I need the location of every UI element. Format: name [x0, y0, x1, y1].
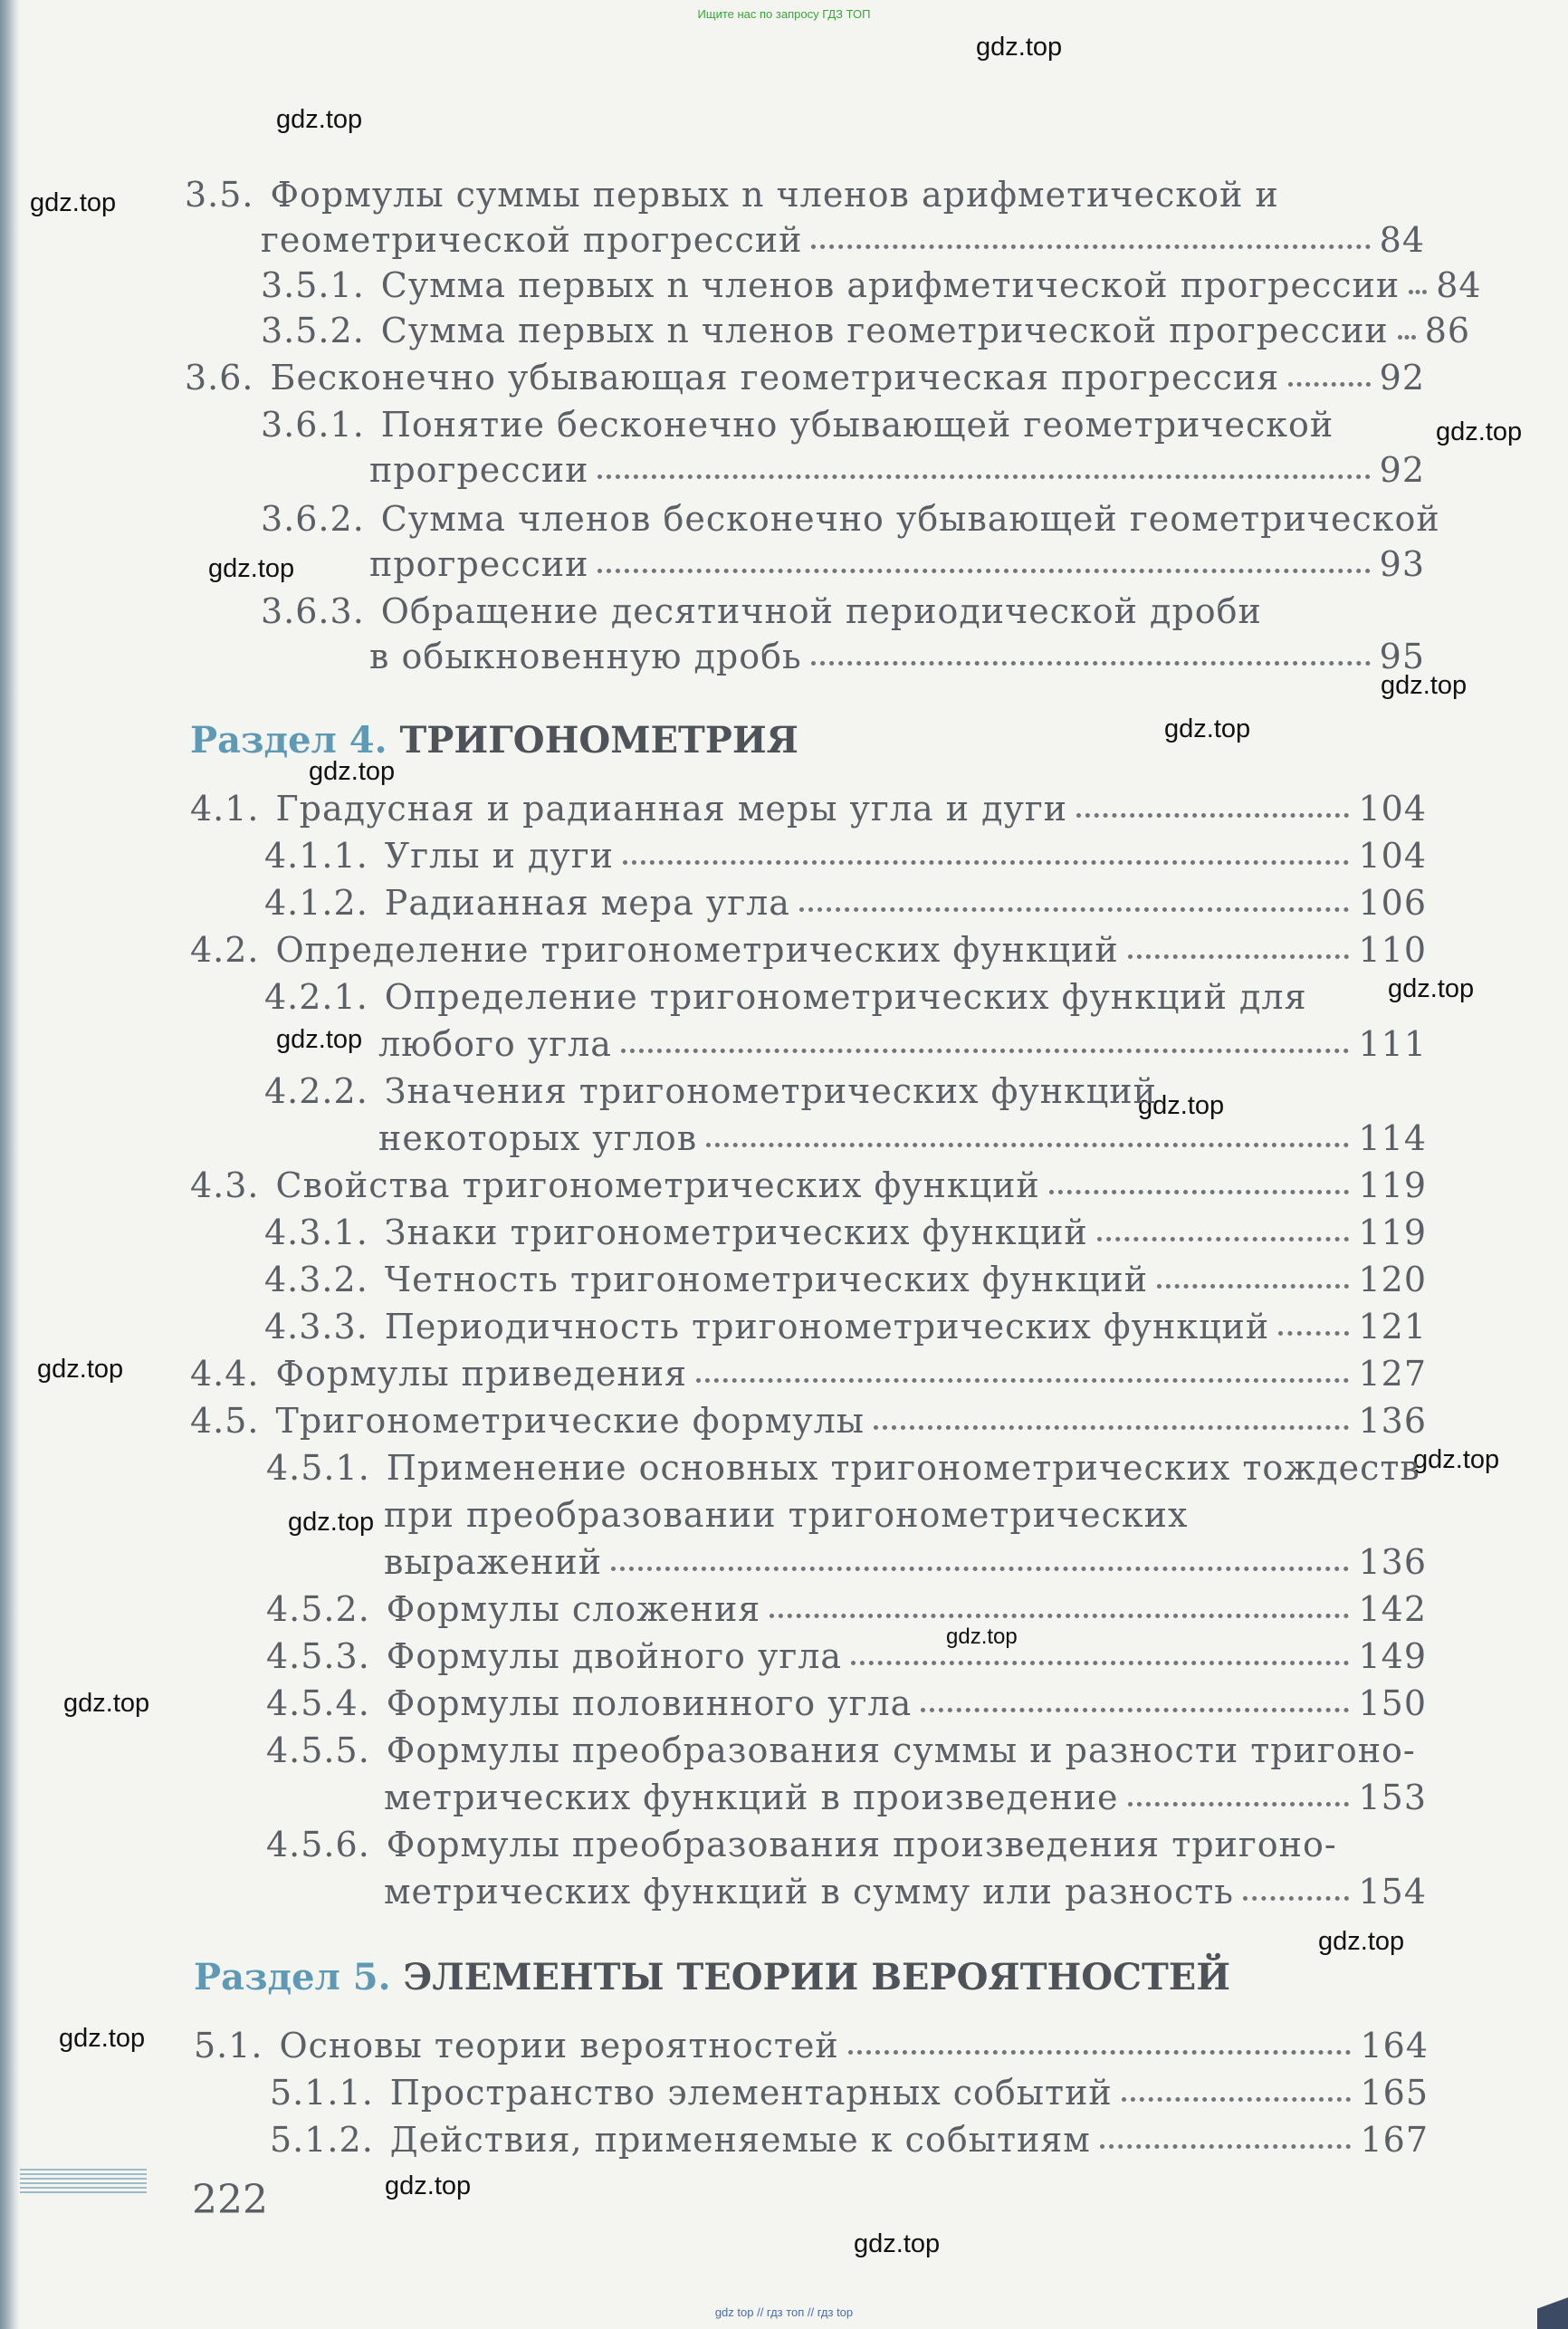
toc-page: 149 — [1358, 1636, 1427, 1676]
toc-number: 5.1.2. — [270, 2120, 374, 2160]
toc-entry-4-5-3 — [266, 1626, 1427, 1676]
toc-number: 4.3. — [190, 1165, 260, 1205]
part-label: Раздел 5. — [194, 1956, 391, 1998]
toc-page: 153 — [1358, 1778, 1427, 1817]
toc-entry-4-2-1-cont — [378, 1014, 1427, 1064]
leader-dots — [598, 474, 1370, 479]
leader-dots — [848, 2050, 1352, 2055]
toc-entry-3-6-1 — [261, 395, 1425, 445]
leader-dots — [1288, 382, 1370, 387]
leader-dots — [1398, 335, 1416, 340]
toc-title: Знаки тригонометрических функций — [384, 1212, 1088, 1252]
leader-dots — [623, 860, 1349, 865]
toc-number: 4.3.1. — [264, 1212, 368, 1252]
toc-title: некоторых углов — [378, 1118, 698, 1158]
toc-title: геометрической прогрессий — [261, 220, 803, 260]
toc-page: 106 — [1358, 883, 1427, 923]
toc-title: в обыкновенную дробь — [369, 637, 802, 676]
toc-entry-3-6-2 — [261, 489, 1440, 539]
watermark: gdz.top — [854, 2229, 941, 2258]
toc-number: 4.2.2. — [264, 1071, 368, 1111]
toc-number: 4.1.2. — [264, 883, 368, 923]
toc-title: Пространство элементарных событий — [389, 2073, 1113, 2113]
leader-dots — [706, 1143, 1349, 1147]
toc-page: 167 — [1360, 2120, 1429, 2160]
toc-page: 164 — [1360, 2026, 1429, 2065]
toc-entry-4-5-6 — [266, 1815, 1427, 1862]
toc-entry-4-2-2 — [264, 1061, 1427, 1111]
toc-entry-5-1 — [194, 2016, 1429, 2063]
watermark: gdz.top — [385, 2171, 472, 2200]
toc-page: 110 — [1358, 930, 1427, 970]
toc-entry-4-3 — [190, 1155, 1427, 1203]
toc-entry-3-5 — [185, 165, 1425, 215]
toc-page: 95 — [1379, 637, 1425, 676]
toc-title: Градусная и радианная меры угла и дуги — [275, 789, 1068, 829]
toc-page: 127 — [1358, 1354, 1427, 1394]
toc-entry-4-2 — [190, 920, 1427, 970]
toc-entry-4-5-1-cont — [384, 1485, 1427, 1535]
leader-dots — [598, 569, 1370, 573]
toc-page: 119 — [1358, 1165, 1427, 1205]
leader-dots — [811, 244, 1370, 249]
toc-number: 3.5.1. — [261, 265, 365, 305]
toc-number: 3.5. — [185, 175, 254, 215]
leader-dots — [1128, 954, 1350, 959]
watermark: gdz.top — [59, 2024, 146, 2053]
toc-entry-3-5-cont — [261, 210, 1425, 260]
toc-page: 154 — [1358, 1872, 1427, 1912]
toc-title: Формулы преобразования произведения тригоно- — [386, 1825, 1337, 1864]
toc-title: Обращение десятичной периодической дроби — [380, 591, 1262, 631]
toc-entry-4-5 — [190, 1391, 1427, 1441]
toc-number: 3.5.2. — [261, 311, 365, 350]
toc-entry-5-1-2 — [270, 2110, 1429, 2160]
toc-page: 136 — [1358, 1542, 1427, 1582]
watermark: gdz.top — [1388, 974, 1475, 1003]
toc-title: прогрессии — [369, 450, 589, 490]
toc-page: 84 — [1379, 220, 1425, 260]
toc-entry-3-6-1-cont — [369, 440, 1425, 490]
toc-page: 136 — [1358, 1401, 1427, 1441]
toc-page: 111 — [1358, 1024, 1427, 1064]
toc-title: Формулы сложения — [386, 1589, 761, 1629]
toc-title: Формулы двойного угла — [386, 1636, 843, 1676]
toc-title: Значения тригонометрических функций — [384, 1071, 1157, 1111]
leader-dots — [811, 661, 1371, 666]
toc-entry-4-5-1 — [266, 1438, 1427, 1488]
decorative-stripes — [20, 2169, 147, 2194]
bottom-banner: gdz top // гдз топ // гдз top — [714, 2305, 854, 2319]
toc-number: 4.5. — [190, 1401, 260, 1441]
toc-page: 119 — [1358, 1212, 1427, 1252]
watermark: gdz.top — [288, 1508, 375, 1537]
toc-title: Радианная мера угла — [384, 883, 790, 923]
toc-page: 120 — [1358, 1260, 1427, 1299]
toc-number: 4.4. — [190, 1354, 260, 1394]
leader-dots — [1049, 1190, 1350, 1194]
toc-entry-4-5-4 — [266, 1673, 1427, 1723]
toc-number: 4.5.2. — [266, 1589, 370, 1629]
toc-number: 4.5.4. — [266, 1683, 370, 1723]
toc-page: 84 — [1436, 265, 1482, 305]
leader-dots — [696, 1378, 1349, 1383]
leader-dots — [1409, 290, 1427, 294]
watermark: gdz.top — [276, 1025, 363, 1054]
toc-entry-3-5-2 — [261, 301, 1471, 350]
toc-number: 4.3.3. — [264, 1307, 368, 1347]
toc-entry-3-6-2-cont — [369, 534, 1425, 584]
toc-number: 4.5.5. — [266, 1730, 370, 1770]
watermark: gdz.top — [1413, 1445, 1500, 1474]
leader-dots — [1076, 813, 1349, 818]
toc-entry-4-5-6-cont — [384, 1862, 1427, 1912]
toc-title: Тригонометрические формулы — [275, 1401, 865, 1441]
toc-entry-4-1 — [190, 779, 1427, 829]
toc-entry-4-5-1-cont2 — [384, 1532, 1427, 1582]
watermark: gdz.top — [1318, 1927, 1405, 1956]
watermark: gdz.top — [37, 1355, 124, 1384]
toc-title: при преобразовании тригонометрических — [384, 1495, 1189, 1535]
toc-number: 4.3.2. — [264, 1260, 368, 1299]
toc-number: 4.5.6. — [266, 1825, 370, 1864]
top-banner: Ищите нас по запросу ГДЗ ТОП — [697, 7, 871, 21]
toc-entry-5-1-1 — [270, 2063, 1429, 2113]
toc-entry-3-6-3-cont — [369, 627, 1425, 674]
toc-entry-4-4 — [190, 1344, 1427, 1394]
leader-dots — [621, 1049, 1350, 1053]
toc-number: 4.1. — [190, 789, 260, 829]
toc-page: 92 — [1379, 450, 1425, 490]
watermark: gdz.top — [309, 757, 396, 786]
part-label: Раздел 4. — [190, 719, 387, 762]
watermark: gdz.top — [63, 1689, 150, 1718]
toc-number: 5.1. — [194, 2026, 263, 2065]
leader-dots — [1128, 1802, 1350, 1807]
watermark: gdz.top — [1381, 671, 1468, 700]
toc-page: 121 — [1358, 1307, 1427, 1347]
toc-number: 4.5.3. — [266, 1636, 370, 1676]
toc-title: Сумма первых n членов арифметической прогрессии — [380, 265, 1401, 305]
toc-number: 3.6. — [185, 358, 254, 398]
watermark: gdz.top — [1436, 417, 1523, 446]
toc-title: Четность тригонометрических функций — [384, 1260, 1149, 1299]
toc-entry-4-5-5-cont — [384, 1768, 1427, 1815]
leader-dots — [1122, 2097, 1352, 2102]
toc-entry-4-1-1 — [264, 826, 1427, 876]
watermark: gdz.top — [208, 554, 295, 583]
part-heading-5 — [194, 1941, 1230, 1996]
toc-number: 4.1.1. — [264, 836, 368, 876]
toc-number: 3.6.1. — [261, 405, 365, 445]
leader-dots — [1243, 1896, 1349, 1901]
toc-title: Применение основных тригонометрических тождеств — [386, 1448, 1420, 1488]
part-heading-4 — [190, 704, 798, 762]
leader-dots — [921, 1708, 1349, 1712]
watermark: gdz.top — [30, 188, 117, 217]
leader-dots — [1097, 1237, 1350, 1241]
toc-title: Действия, применяемые к событиям — [389, 2120, 1091, 2160]
toc-entry-3-5-1 — [261, 255, 1482, 305]
leader-dots — [1278, 1331, 1349, 1336]
toc-number: 3.6.2. — [261, 499, 365, 539]
toc-title: Определение тригонометрических функций — [275, 930, 1119, 970]
leader-dots — [799, 907, 1350, 912]
toc-page: 114 — [1358, 1118, 1427, 1158]
toc-entry-3-6 — [185, 348, 1425, 398]
toc-page: 165 — [1360, 2073, 1429, 2113]
toc-title: Формулы преобразования суммы и разности тригоно- — [386, 1730, 1416, 1770]
page-number: 222 — [192, 2177, 268, 2223]
toc-number: 3.6.3. — [261, 591, 365, 631]
toc-entry-4-5-2 — [266, 1579, 1427, 1629]
toc-entry-4-2-2-cont — [378, 1108, 1427, 1158]
toc-title: Свойства тригонометрических функций — [275, 1165, 1040, 1205]
watermark: gdz.top — [946, 1625, 1018, 1649]
part-title: ТРИГОНОМЕТРИЯ — [399, 719, 798, 762]
toc-page: 104 — [1358, 789, 1427, 829]
toc-title: Определение тригонометрических функций для — [384, 977, 1307, 1017]
leader-dots — [770, 1614, 1349, 1618]
watermark: gdz.top — [976, 33, 1063, 62]
toc-entry-4-3-1 — [264, 1203, 1427, 1250]
toc-title: Понятие бесконечно убывающей геометрической — [380, 405, 1334, 445]
toc-title: прогрессии — [369, 544, 589, 584]
toc-title: метрических функций в произведение — [384, 1778, 1119, 1817]
toc-page: 86 — [1424, 311, 1471, 350]
toc-entry-4-3-2 — [264, 1250, 1427, 1297]
toc-number: 4.2. — [190, 930, 260, 970]
part-title: ЭЛЕМЕНТЫ ТЕОРИИ ВЕРОЯТНОСТЕЙ — [403, 1956, 1230, 1998]
toc-number: 4.5.1. — [266, 1448, 370, 1488]
toc-page: 142 — [1358, 1589, 1427, 1629]
leader-dots — [851, 1661, 1349, 1665]
leader-dots — [1157, 1284, 1349, 1289]
toc-entry-4-3-3 — [264, 1297, 1427, 1347]
leader-dots — [1100, 2144, 1352, 2149]
toc-entry-4-2-1 — [264, 967, 1427, 1017]
toc-number: 5.1.1. — [270, 2073, 374, 2113]
watermark: gdz.top — [276, 105, 363, 134]
leader-dots — [874, 1425, 1349, 1430]
leader-dots — [611, 1567, 1349, 1571]
toc-entry-3-6-3 — [261, 581, 1425, 631]
toc-title: выражений — [384, 1542, 603, 1582]
toc-title: Формулы приведения — [275, 1354, 688, 1394]
toc-page: 104 — [1358, 836, 1427, 876]
watermark: gdz.top — [1138, 1091, 1225, 1120]
toc-number: 4.2.1. — [264, 977, 368, 1017]
toc-title: Формулы половинного угла — [386, 1683, 913, 1723]
page-corner — [1537, 2276, 1568, 2329]
toc-title: Сумма членов бесконечно убывающей геометрической — [380, 499, 1440, 539]
toc-entry-4-1-2 — [264, 873, 1427, 923]
toc-page: 93 — [1379, 544, 1425, 584]
toc-title: любого угла — [378, 1024, 612, 1064]
toc-title: Бесконечно убывающая геометрическая прогрессия — [270, 358, 1280, 398]
toc-title: метрических функций в сумму или разность — [384, 1872, 1234, 1912]
book-spine-shadow — [0, 0, 20, 2329]
toc-title: Углы и дуги — [384, 836, 615, 876]
toc-title: Сумма первых n членов геометрической прогрессии — [380, 311, 1389, 350]
toc-title: Периодичность тригонометрических функций — [384, 1307, 1270, 1347]
toc-page: 150 — [1358, 1683, 1427, 1723]
watermark: gdz.top — [1164, 714, 1251, 743]
toc-page: 92 — [1379, 358, 1425, 398]
toc-entry-4-5-5 — [266, 1720, 1427, 1768]
toc-title: Формулы суммы первых n членов арифметической и — [270, 175, 1279, 215]
toc-title: Основы теории вероятностей — [279, 2026, 839, 2065]
